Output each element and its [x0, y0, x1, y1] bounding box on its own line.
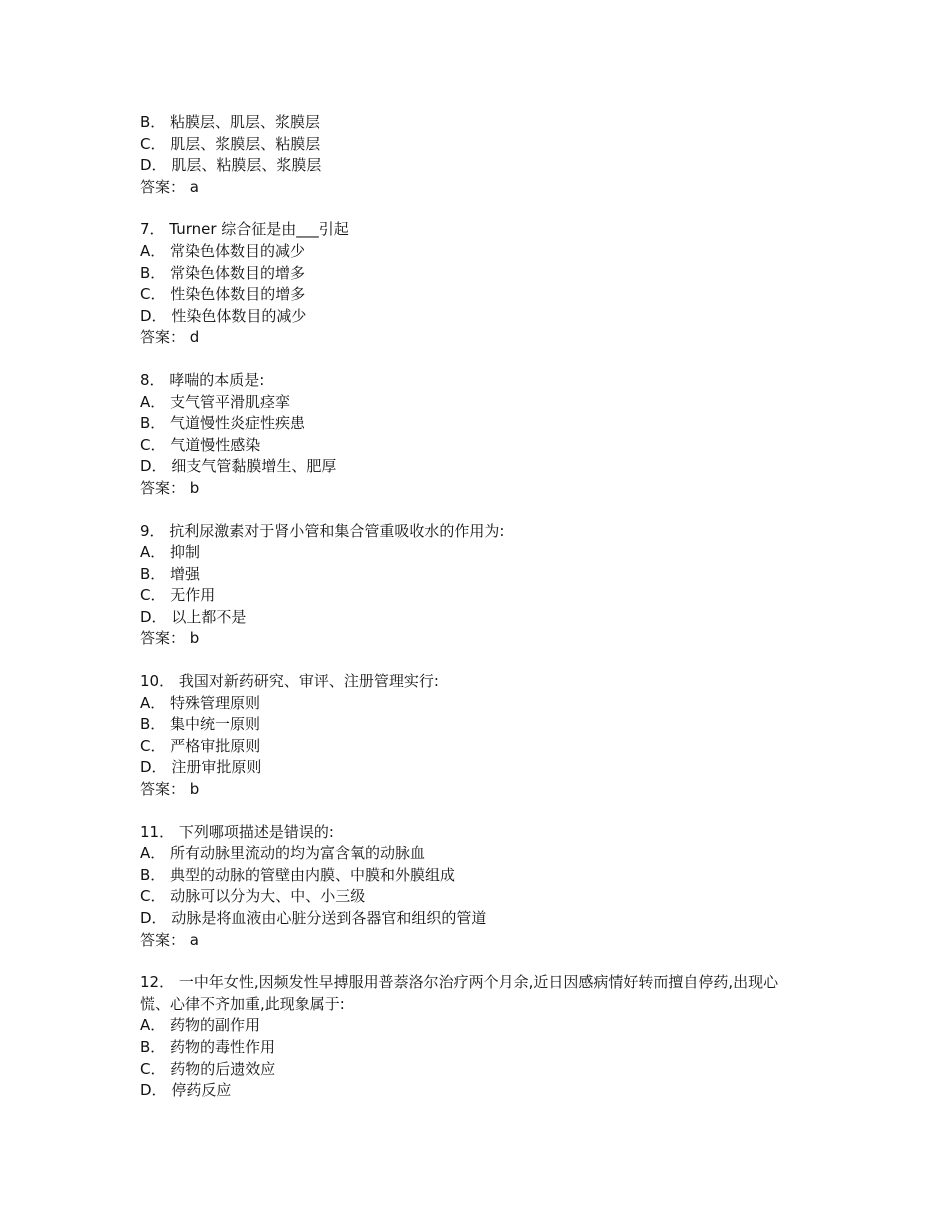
question-list [140, 112, 820, 1102]
option-a: A． 所有动脉里流动的均为富含氧的动脉血 [140, 844, 426, 863]
option-d: D． 动脉是将血液由心脏分送到各器官和组织的管道 [140, 909, 487, 927]
option-a: A． 药物的副作用 [140, 1016, 261, 1035]
option-d: D． 肌层、粘膜层、浆膜层 [140, 156, 322, 175]
answer-line: 答案： d [140, 328, 200, 347]
question-block [140, 972, 820, 1102]
answer-line: 答案： b [140, 780, 200, 799]
option-c: C． 严格审批原则 [140, 736, 261, 755]
option-c: C． 气道慢性感染 [140, 435, 261, 454]
question-stem: 慌、心律不齐加重,此现象属于: [140, 994, 345, 1013]
option-b: B． 气道慢性炎症性疾患 [140, 414, 306, 433]
option-d: D． 细支气管黏膜增生、肥厚 [140, 457, 337, 476]
question-gap [140, 349, 820, 370]
option-a: A． 特殊管理原则 [140, 693, 261, 712]
option-c: C． 性染色体数目的增多 [140, 285, 306, 304]
answer-line: 答案： a [140, 177, 199, 196]
option-d: D． 以上都不是 [140, 607, 247, 626]
option-b: B． 集中统一原则 [140, 715, 261, 734]
option-d: D． 性染色体数目的减少 [140, 306, 307, 325]
option-c: C． 无作用 [140, 586, 216, 605]
question-stem: 9． 抗利尿激素对于肾小管和集合管重吸收水的作用为: [140, 521, 505, 540]
option-c: C． 动脉可以分为大、中、小三级 [140, 887, 366, 906]
option-d: D． 注册审批原则 [140, 758, 262, 777]
option-a: A． 支气管平滑肌痉挛 [140, 392, 291, 411]
option-b: B． 常染色体数目的增多 [140, 263, 306, 282]
option-d: D． 停药反应 [140, 1081, 232, 1100]
option-c: C． 肌层、浆膜层、粘膜层 [140, 134, 321, 153]
option-b: B． 典型的动脉的管壁由内膜、中膜和外膜组成 [140, 865, 456, 884]
question-gap [140, 801, 820, 822]
question-stem: 8． 哮喘的本质是: [140, 370, 265, 389]
question-block [140, 370, 820, 500]
answer-line: 答案： b [140, 629, 200, 648]
option-b: B． 粘膜层、肌层、浆膜层 [140, 113, 321, 131]
question-block [140, 671, 820, 801]
question-stem: 12． 一中年女性,因频发性早搏服用普萘洛尔治疗两个月余,近日因感病情好转而擅自停药,出现心 [140, 973, 779, 992]
question-stem: 7． Turner 综合征是由___引起 [140, 220, 349, 239]
question-gap [140, 650, 820, 671]
option-c: C． 药物的后遗效应 [140, 1059, 276, 1078]
answer-line: 答案： b [140, 478, 200, 497]
option-a: A． 常染色体数目的减少 [140, 241, 306, 260]
option-a: A． 抑制 [140, 543, 201, 562]
question-gap [140, 198, 820, 219]
option-b: B． 增强 [140, 564, 201, 583]
question-block [140, 822, 820, 952]
option-b: B． 药物的毒性作用 [140, 1037, 276, 1056]
question-stem: 10． 我国对新药研究、审评、注册管理实行: [140, 672, 439, 691]
question-gap [140, 500, 820, 521]
question-block [140, 219, 820, 349]
question-stem: 11． 下列哪项描述是错误的: [140, 822, 334, 841]
answer-line: 答案： a [140, 930, 199, 949]
question-block [140, 521, 820, 651]
question-gap [140, 951, 820, 972]
question-block-previous [140, 112, 820, 198]
